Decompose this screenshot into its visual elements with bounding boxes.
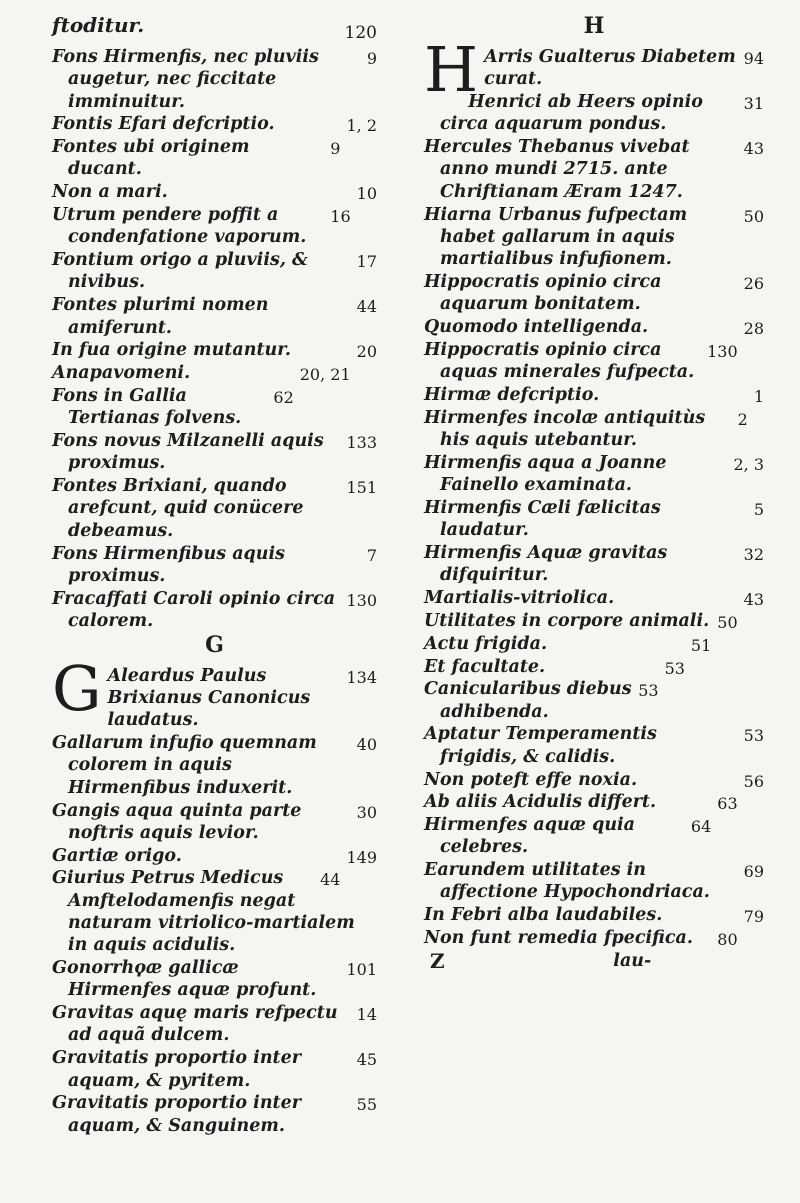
entry-text: Fontium origo a pluviis, & nivibus. [52,250,308,293]
index-entry [52,1047,377,1092]
entry-text: Arris Gualterus Diabetem curat. [484,47,736,90]
entry-text: Hirmæ defcriptio. [424,384,600,405]
index-entry [424,384,764,406]
index-entry [424,407,764,452]
entry-text: Fons Hirmenfis, nec pluviis augetur, nec ficcitate imminuitur. [52,47,319,112]
index-entry [52,385,377,430]
entry-page-number: 63 [717,794,738,814]
right-column [424,14,764,972]
index-entry [424,497,764,542]
index-entry [424,678,764,723]
entry-page-number: 79 [743,907,764,927]
entry-text: Fons novus Milzanelli aquis proximus. [52,431,324,474]
entry-page-number: 16 [330,207,351,227]
entry-text: Gallarum infufio quemnam colorem in aquis Hirmenfibus induxerit. [52,733,317,798]
index-entry [424,904,764,926]
left-column-header [52,14,377,44]
entry-text: Fracaffati Caroli opinio circa calorem. [52,588,336,631]
index-entry [52,845,377,867]
index-entry [52,204,377,249]
index-entry [424,656,764,678]
entry-text: Hirmenfis Cæli fælicitas laudatur. [424,497,661,541]
entry-page-number: 56 [743,771,764,791]
index-entry [424,610,764,632]
entry-page-number: 31 [743,94,764,114]
carryover-text: ftoditur. [52,13,145,37]
entry-text: Quomodo intelligenda. [424,317,649,338]
entry-page-number: 28 [743,319,764,339]
index-entry [424,204,764,271]
entry-page-number: 55 [356,1095,377,1115]
entry-text: Canicularibus diebus adhibenda. [424,679,632,722]
index-entry [52,800,377,845]
g-entry-list [52,651,377,1137]
index-entry [52,1092,377,1137]
index-entry [52,249,377,294]
entry-page-number: 1, 2 [346,116,377,136]
index-entry [52,957,377,1002]
entry-page-number: 20 [356,342,377,362]
entry-text: Fontes ubi originem ducant. [52,137,250,180]
entry-page-number: 53 [664,658,685,678]
entry-text: Non funt remedia fpecifica. [424,928,693,949]
entry-text: Gravitatis proportio inter aquam, & pyritem. [52,1048,301,1091]
index-entry [52,543,377,588]
entry-page-number: 133 [346,433,377,453]
entry-text: Aptatur Temperamentis frigidis, & calidis. [424,724,657,767]
entry-text: Fons Hirmenfibus aquis proximus. [52,543,286,586]
index-entry [424,587,764,609]
entry-page-number: 53 [743,726,764,746]
index-entry [52,588,377,633]
index-entry [424,542,764,587]
left-entry-list [52,46,377,632]
index-entry [52,475,377,542]
entry-page-number: 62 [273,387,294,407]
entry-page-number: 1 [753,386,764,406]
index-entry [424,791,764,813]
entry-page-number: 64 [690,817,712,837]
drop-cap-letter: H [424,33,479,106]
section-letter-g: G [205,631,224,658]
entry-text: Ab aliis Acidulis differt. [424,792,657,813]
entry-page-number: 43 [743,139,764,159]
entry-page-number: 20, 21 [299,365,351,385]
index-entry [424,136,764,203]
entry-text: Earundem utilitates in affectione Hypochondriaca. [424,860,710,903]
entry-page-number: 17 [356,252,377,272]
entry-text: Hirmenfes aquæ quia celebres. [424,815,636,858]
entry-text: Aleardus Paulus Brixianus Canonicus laudatus. [107,665,311,731]
entry-text: Hirmenfes incolæ antiquitùs his aquis utebantur. [424,407,706,451]
index-entry [52,294,377,339]
index-entry [424,316,764,338]
index-entry [52,46,377,113]
entry-text: Utilitates in corpore animali. [424,610,710,631]
index-entry [424,814,764,859]
index-entry [424,927,764,949]
entry-text: Gangis aqua quinta parte noftris aquis levior. [52,800,302,843]
index-entry [52,867,377,956]
entry-text: Fontes Brixiani, quando arefcunt, quid conücere debeamus. [52,476,304,541]
index-entry [424,339,764,384]
entry-page-number: 45 [356,1050,377,1070]
entry-page-number: 130 [707,341,738,361]
entry-text: Gravitatis proportio inter aquam, & Sanguinem. [52,1093,301,1136]
entry-text: Fons in Gallia Tertianas folvens. [52,385,242,429]
entry-page-number: 9 [366,49,377,68]
index-entry [424,723,764,768]
index-entry [424,271,764,316]
entry-page-number: 43 [743,590,764,610]
entry-page-number: 2, 3 [733,454,764,474]
entry-text: Anapavomeni. [52,363,191,384]
index-entry [52,362,377,384]
entry-page-number: 53 [638,681,659,701]
entry-text: Hercules Thebanus vivebat anno mundi 2715. ante Chriftianam Æram 1247. [424,137,690,202]
entry-page-number: 50 [743,206,764,226]
entry-text: Non poteft effe noxia. [424,769,638,790]
entry-text: Gartiæ origo. [52,845,182,866]
entry-text: Et facultate. [424,656,546,677]
entry-page-number: 101 [346,960,377,980]
index-entry [52,181,377,203]
entry-page-number: 7 [366,545,377,565]
entry-page-number: 69 [743,862,764,882]
index-entry [52,732,377,799]
carryover-page: 120 [344,23,377,43]
index-entry [424,452,764,497]
index-entry [52,430,377,475]
entry-page-number: 30 [356,802,377,822]
index-entry [52,113,377,135]
entry-page-number: 40 [356,735,377,755]
entry-page-number: 26 [743,273,764,293]
entry-page-number: 14 [356,1005,377,1025]
entry-page-number: 80 [717,930,738,950]
signature-mark: Z [430,948,445,973]
entry-page-number: 130 [346,590,377,610]
index-entry [52,339,377,361]
entry-page-number: 9 [330,139,341,159]
entry-page-number: 94 [743,49,764,68]
entry-page-number: 44 [320,870,341,890]
entry-text: In Febri alba laudabiles. [424,905,663,926]
entry-page-number: 2 [737,409,748,429]
entry-text: Hippocratis opinio circa aquarum bonitatem. [424,271,662,315]
left-column [52,14,377,1137]
entry-page-number: 149 [346,847,377,867]
entry-text: Actu frigida. [424,633,548,654]
entry-text: Hirmenfis Aquæ gravitas difquiritur. [424,543,668,586]
index-entry [52,651,377,732]
entry-page-number: 44 [356,297,377,317]
entry-text: Fontes plurimi nomen amiferunt. [52,295,269,338]
entry-page-number: 51 [690,635,712,655]
entry-text: Giurius Petrus Medicus Amftelodamenfis negat naturam vitriolico-martialem in aquis acidulis. [52,868,355,956]
page-footer [424,950,711,972]
index-entry [424,633,764,655]
entry-text: Henrici ab Heers opinio circa aquarum pondus. [440,92,703,135]
index-entry [52,136,377,181]
section-letter-h: H [583,13,605,39]
h-entry-list [424,33,764,950]
entry-page-number: 151 [346,478,377,498]
entry-text: Non a mari. [52,182,168,203]
entry-page-number: 50 [717,612,738,632]
entry-text: Gonorrhϙæ gallicæ Hirmenfes aquæ profunt. [52,958,317,1001]
entry-page-number: 10 [356,184,377,204]
catchword: lau- [613,950,652,971]
entry-text: In fua origine mutantur. [52,340,291,361]
entry-page-number: 134 [346,667,377,687]
index-entry [424,859,764,904]
entry-text: Hirmenfis aqua a Joanne Fainello examinata. [424,452,667,496]
drop-cap-letter: G [52,651,102,725]
entry-text: Utrum pendere poffit a condenfatione vaporum. [52,205,307,248]
entry-text: Hippocratis opinio circa aquas minerales fufpecta. [424,339,695,383]
entry-text: Fontis Efari defcriptio. [52,114,275,135]
entry-page-number: 32 [743,545,764,565]
index-entry [424,91,764,136]
entry-text: Hiarna Urbanus fufpectam habet gallarum in aquis martialibus infufionem. [424,204,688,270]
index-entry [424,769,764,791]
entry-text: Martialis-vitriolica. [424,588,615,609]
index-entry [52,1002,377,1047]
entry-text: Gravitas aquę maris refpectu ad aquã dulcem. [52,1003,338,1046]
entry-page-number: 5 [753,499,764,519]
